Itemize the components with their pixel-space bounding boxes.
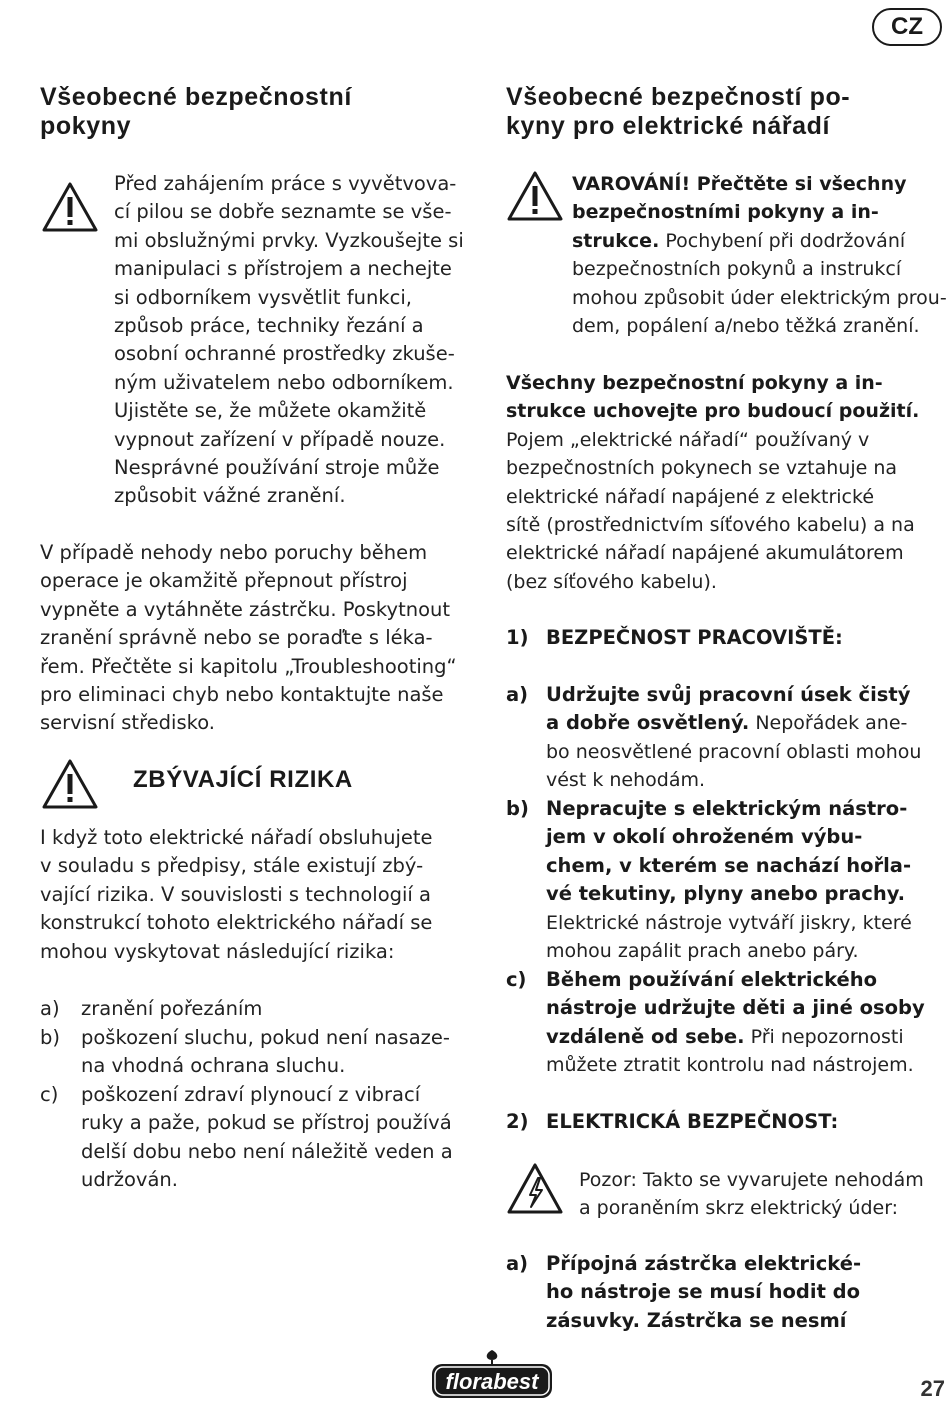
list-text: Nepracujte s elektrickým nástro- jem v okolí ohroženém výbu- chem, v kterém se nachází hořla- vé tekutiny, plyny anebo prachy. Elektrické nástroje vytváří jiskry, které mohou zapálit prach anebo páry. (546, 797, 912, 963)
list-text: zranění pořezáním (81, 997, 263, 1020)
list-text: Přípojná zástrčka elektrické- ho nástroje se musí hodit do zásuvky. Zástrčka se nesmí (546, 1252, 862, 1332)
risk-item-c (40, 1081, 490, 1195)
list-label: c) (506, 968, 527, 991)
list-label: a) (40, 997, 60, 1020)
work-area-item-a (506, 681, 946, 795)
keep-instructions-paragraph: Všechny bezpečnostní pokyny a in- strukce uchovejte pro budoucí použití. Pojem „elektrické nářadí“ používaný v bezpečnostních pokynech se vztahuje na elektrické nářadí napájené z elektrické sítě (prostřednictvím síťového kabelu) a na elektrické nářadí napájené akumulátorem (bez síťového kabelu). (506, 372, 920, 593)
section-work-area-heading: 1) BEZPEČNOST PRACOVIŠTĚ: (506, 626, 843, 649)
warning-triangle-icon (42, 758, 98, 810)
list-label: a) (506, 683, 529, 706)
electric-note: Pozor: Takto se vyvarujete nehodám a poraněním skrz elektrický úder: (579, 1169, 924, 1220)
list-label: b) (40, 1026, 60, 1049)
page-number: 27 (920, 1376, 945, 1401)
warning-paragraph: VAROVÁNÍ! Přečtěte si všechny bezpečnostními pokyny a in- strukce. Pochybení při dodržování bezpečnostních pokynů a instrukcí mohou způsobit úder elektrickým prou- dem, popálení a/nebo těžká zranění. (572, 173, 947, 338)
list-label: b) (506, 797, 529, 820)
electric-hazard-icon (507, 1162, 563, 1216)
florabest-logo (430, 1346, 554, 1402)
list-text: poškození zdraví plynoucí z vibrací ruky a paže, pokud se přístroj používá delší dobu nebo není náležitě veden a udržován. (81, 1083, 453, 1192)
list-text: poškození sluchu, pokud není nasaze- na vhodná ochrana sluchu. (81, 1026, 450, 1078)
work-area-item-b (506, 795, 946, 966)
work-area-item-c (506, 966, 946, 1080)
risk-item-a (40, 995, 490, 1023)
power-tool-safety-heading: Všeobecné bezpečností po- kyny pro elektrické nářadí (506, 83, 851, 140)
list-text: Udržujte svůj pracovní úsek čistý a dobře osvětlený. Nepořádek ane- bo neosvětlené pracovní oblasti mohou vést k nehodám. (546, 683, 922, 792)
svg-text:florabest: florabest (445, 1369, 539, 1394)
warning-paragraph: Před zahájením práce s vyvětvova- cí pilou se dobře seznamte se vše- mi obslužnými prvky. Vyzkoušejte si manipulaci s přístrojem a nechejte si odborníkem vysvětlit funkci, způsob práce, techniky řezání a osobní ochranné prostředky zkuše- ným uživatelem nebo odborníkem. Ujistěte se, že můžete okamžitě vypnout zařízení v případě nouze. Nesprávné používání stroje může způsobit vážné zranění. (114, 172, 464, 508)
list-label: c) (40, 1083, 59, 1106)
risks-intro-paragraph: I když toto elektrické nářadí obsluhujete v souladu s předpisy, stále existují zbý- vající rizika. V souvislosti s technologií a konstrukcí tohoto elektrického nářadí se mohou vyskytovat následující rizika: (40, 826, 433, 963)
warning-triangle-icon (42, 181, 98, 233)
general-safety-heading: Všeobecné bezpečnostní pokyny (40, 83, 352, 140)
accident-paragraph: V případě nehody nebo poruchy během operace je okamžitě přepnout přístroj vypněte a vytáhněte zástrčku. Poskytnout zranění správně nebo se poraďte s léka- řem. Přečtěte si kapitolu „Troubleshooting“ pro eliminaci chyb nebo kontaktujte naše servisní středisko. (40, 541, 457, 735)
electrical-item-a (506, 1250, 946, 1336)
list-text: Během používání elektrického nástroje udržujte děti a jiné osoby vzdáleně od sebe. Při nepozornosti můžete ztratit kontrolu nad nástrojem. (546, 968, 925, 1077)
residual-risks-heading: ZBÝVAJÍCÍ RIZIKA (133, 766, 353, 793)
list-label: a) (506, 1252, 529, 1275)
warning-triangle-icon (507, 170, 563, 222)
language-badge: CZ (872, 8, 942, 46)
risk-item-b (40, 1024, 490, 1081)
section-electrical-heading: 2) ELEKTRICKÁ BEZPEČNOST: (506, 1110, 839, 1133)
